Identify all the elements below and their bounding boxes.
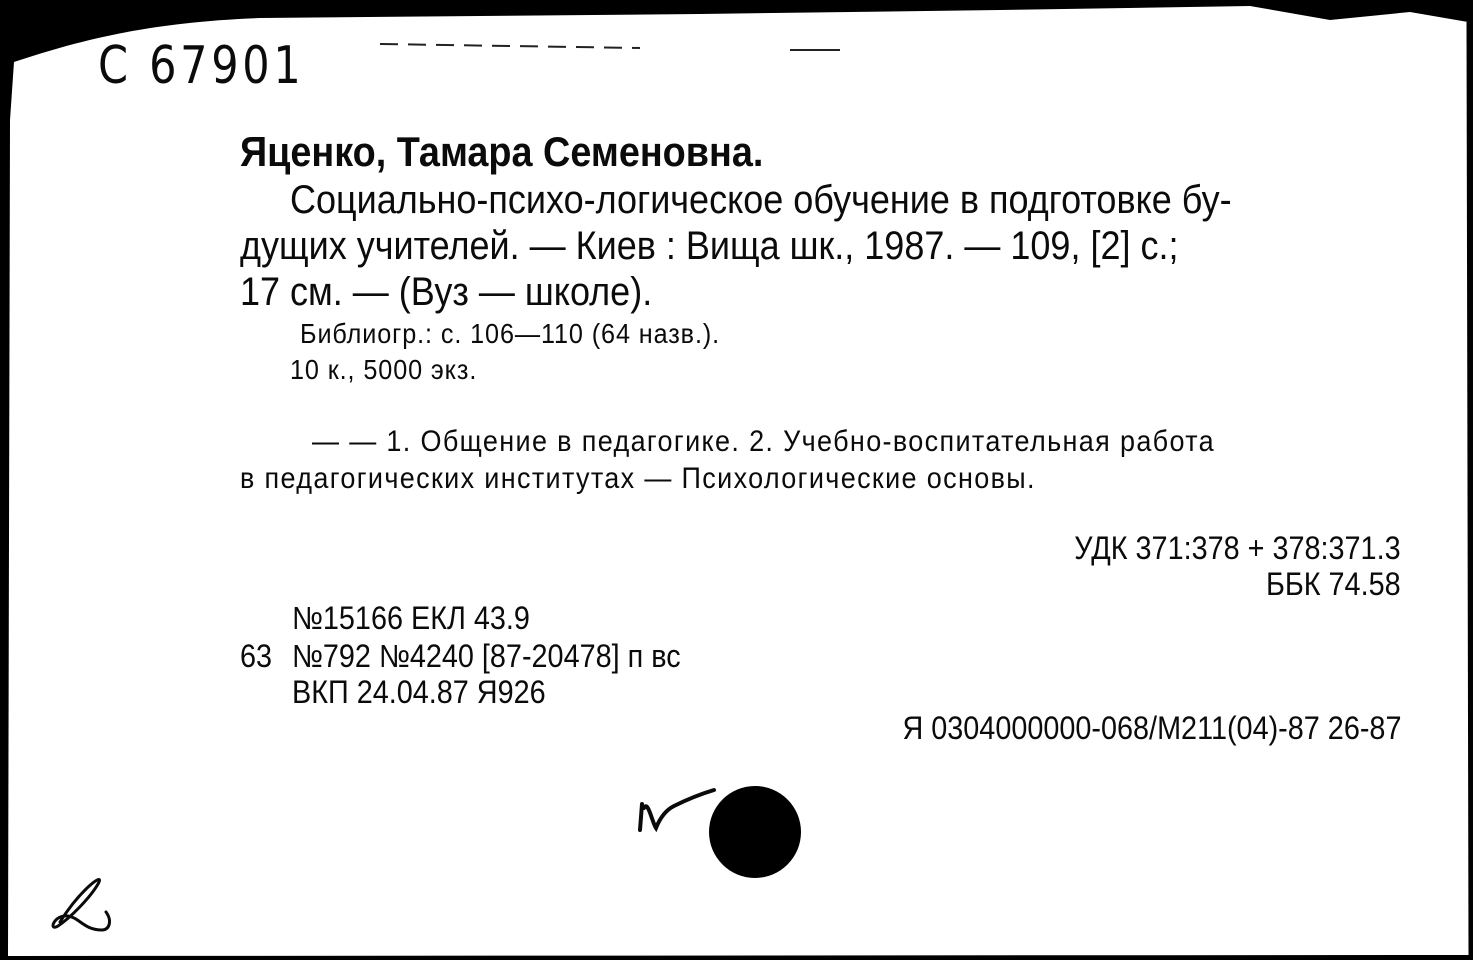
bibliography-note: Библиогр.: с. 106—110 (64 назв.). xyxy=(300,318,721,349)
title-line-1: Социально-психо-логическое обучение в подготовке бу- xyxy=(290,178,1232,222)
title-line-2: дущих учителей. — Киев : Вища шк., 1987. — 109, [2] с.; xyxy=(240,224,1179,268)
registry-line-3: ВКП 24.04.87 Я926 xyxy=(292,674,546,710)
subjects-line-1: — — 1. Общение в педагогике. 2. Учебно-воспитательная работа xyxy=(312,425,1216,458)
classification-code: Я 0304000000-068/М211(04)-87 26-87 xyxy=(901,710,1401,746)
call-number: С 67901 xyxy=(98,36,305,96)
bbk-code: ББК 74.58 xyxy=(1266,566,1401,602)
udk-code: УДК 371:378 + 378:371.3 xyxy=(1074,530,1401,566)
author-heading: Яценко, Тамара Семеновна. xyxy=(240,128,764,175)
subjects-line-2: в педагогических институтах — Психологические основы. xyxy=(240,462,1036,495)
registry-line-2: №792 №4240 [87-20478] п вс xyxy=(292,638,681,674)
registry-line-1: №15166 ЕКЛ 43.9 xyxy=(292,600,530,636)
registry-prefix: 63 xyxy=(240,638,273,674)
handwritten-mark xyxy=(40,860,130,940)
price-copies: 10 к., 5000 экз. xyxy=(290,354,478,385)
ink-mark-and-punch-hole xyxy=(630,770,820,890)
title-line-3: 17 см. — (Вуз — школе). xyxy=(240,270,653,314)
